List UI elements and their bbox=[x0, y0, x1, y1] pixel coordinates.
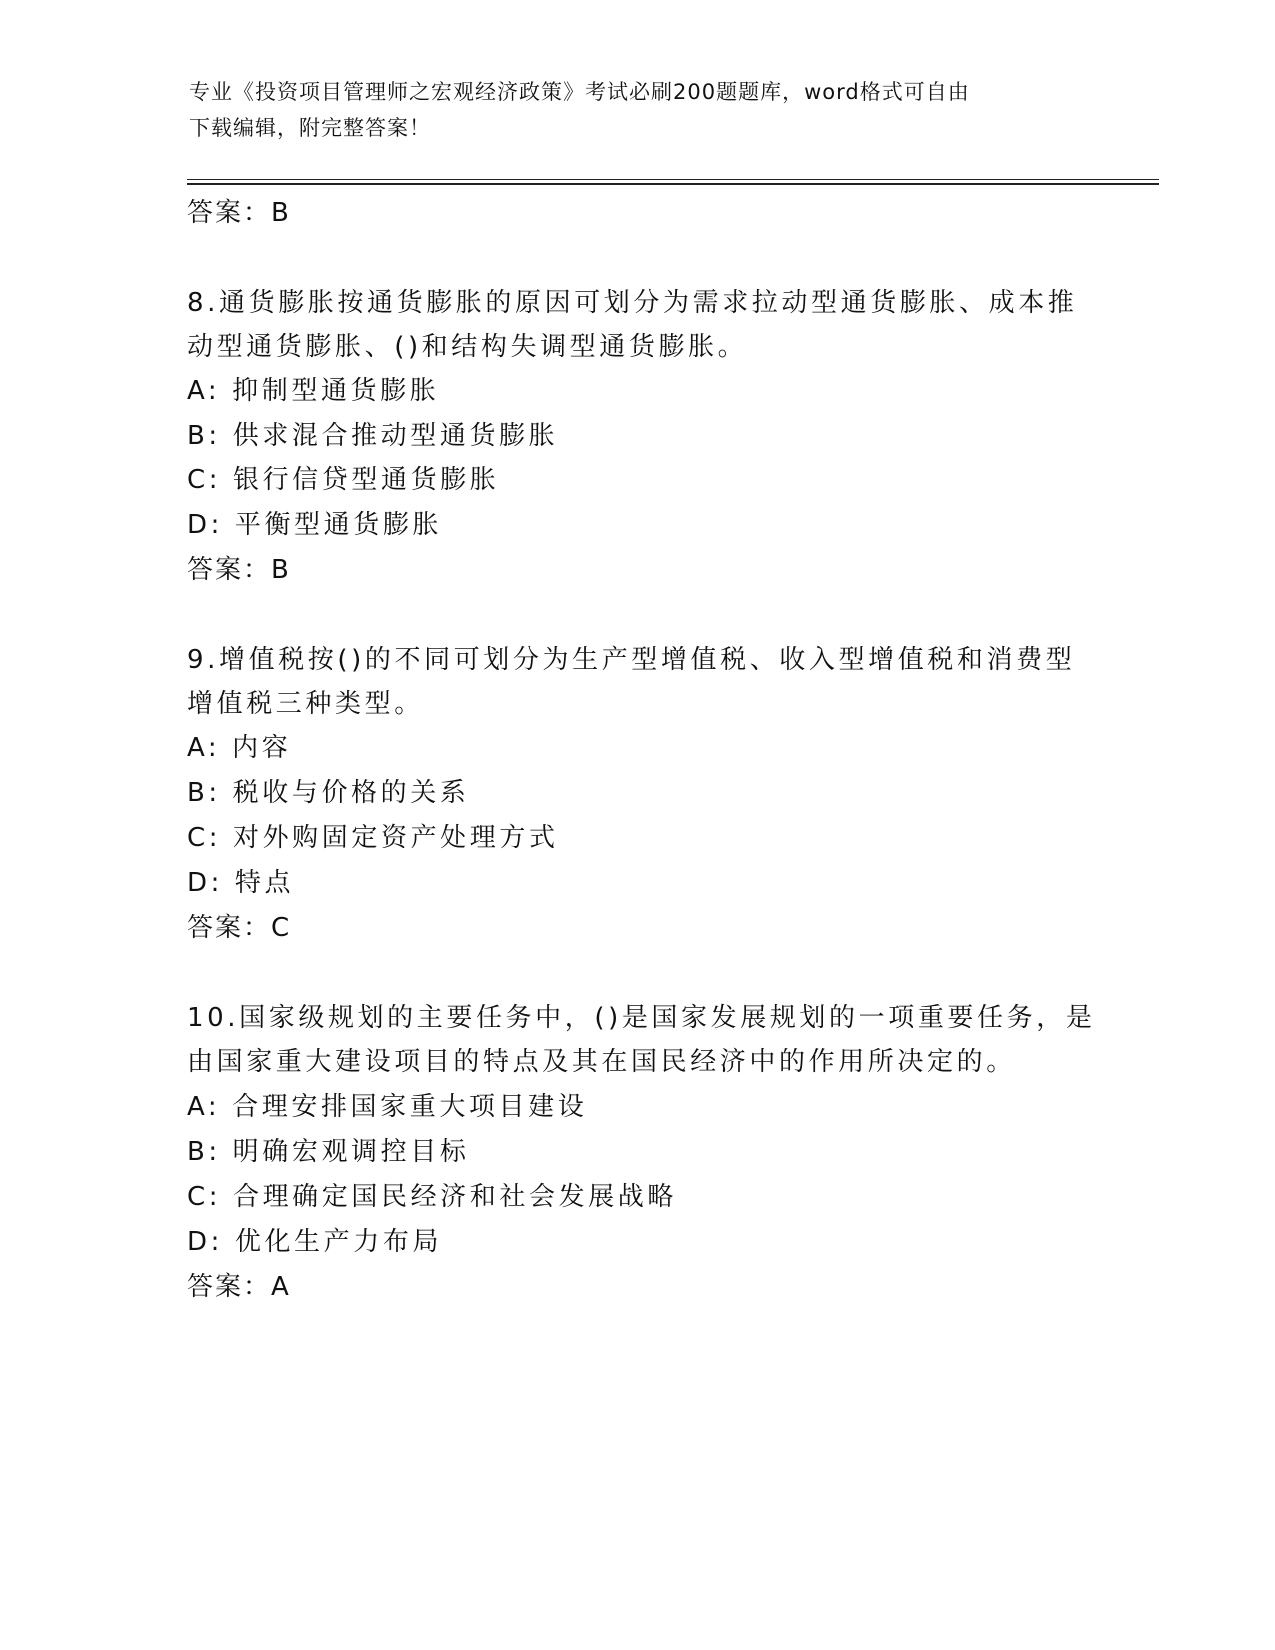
question-9-stem-line-2: 增值税三种类型。 bbox=[187, 689, 424, 719]
question-9-option-a: A: 内容 bbox=[187, 733, 292, 763]
question-8-option-d: D: 平衡型通货膨胀 bbox=[187, 510, 443, 540]
question-10-stem-line-1: 10.国家级规划的主要任务中，()是国家发展规划的一项重要任务，是 bbox=[187, 1003, 1096, 1033]
question-8-answer: 答案：B bbox=[187, 555, 291, 585]
document-header bbox=[189, 74, 1089, 146]
question-9-stem-line-1: 9.增值税按()的不同可划分为生产型增值税、收入型增值税和消费型 bbox=[187, 645, 1076, 675]
previous-answer: 答案：B bbox=[187, 198, 291, 228]
question-8-stem-line-2: 动型通货膨胀、()和结构失调型通货膨胀。 bbox=[187, 332, 748, 362]
question-9-option-d: D: 特点 bbox=[187, 868, 295, 898]
question-8-option-a: A: 抑制型通货膨胀 bbox=[187, 376, 440, 406]
question-10-answer: 答案：A bbox=[187, 1272, 291, 1302]
question-10-option-a: A: 合理安排国家重大项目建设 bbox=[187, 1092, 588, 1122]
header-line-1: 专业《投资项目管理师之宏观经济政策》考试必刷200题题库，word格式可自由 bbox=[189, 80, 970, 104]
question-10-stem-line-2: 由国家重大建设项目的特点及其在国民经济中的作用所决定的。 bbox=[187, 1047, 1016, 1077]
header-line-2: 下载编辑，附完整答案！ bbox=[189, 116, 431, 140]
header-divider-thin bbox=[187, 179, 1159, 180]
question-10-option-c: C: 合理确定国民经济和社会发展战略 bbox=[187, 1182, 677, 1212]
question-10-option-d: D: 优化生产力布局 bbox=[187, 1227, 443, 1257]
question-9-option-b: B: 税收与价格的关系 bbox=[187, 778, 470, 808]
question-9-option-c: C: 对外购固定资产处理方式 bbox=[187, 823, 559, 853]
question-8-option-c: C: 银行信贷型通货膨胀 bbox=[187, 465, 500, 495]
question-10-option-b: B: 明确宏观调控目标 bbox=[187, 1137, 470, 1167]
question-8-stem-line-1: 8.通货膨胀按通货膨胀的原因可划分为需求拉动型通货膨胀、成本推 bbox=[187, 288, 1078, 318]
question-8-option-b: B: 供求混合推动型通货膨胀 bbox=[187, 421, 559, 451]
header-divider-thick bbox=[187, 183, 1159, 185]
question-9-answer: 答案：C bbox=[187, 913, 292, 943]
